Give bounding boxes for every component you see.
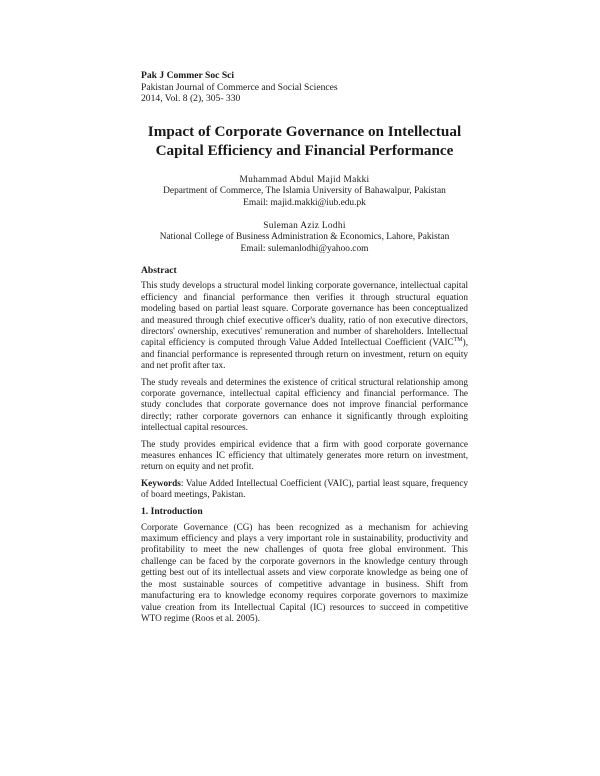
author-email[interactable]: Email: majid.makki@iub.edu.pk (243, 197, 366, 208)
author-affiliation: Department of Commerce, The Islamia University of Bahawalpur, Pakistan (163, 186, 446, 197)
abstract-paragraph-3: The study provides empirical evidence that a firm with good corporate governance measures enhances IC efficiency that ultimately generates more return on investment, return on equity and net profit. (141, 438, 468, 472)
abstract-p1-text-end: ), and financial performance is represented through return on investment, return on equity and net profit after tax. (141, 337, 468, 371)
journal-abbreviation: Pak J Commer Soc Sci (141, 70, 235, 81)
author-email[interactable]: Email: sulemanlodhi@yahoo.com (240, 243, 369, 254)
author-affiliation: National College of Business Administration & Economics, Lahore, Pakistan (159, 232, 450, 243)
abstract-paragraph-2: The study reveals and determines the existence of critical structural relationship among corporate governance, intellectual capital efficiency and financial performance. The study concludes that corporate governance does not improve financial performance directly; rather corporate governors can enhance it significantly through exploiting intellectual capital resources. (141, 376, 468, 433)
keywords (141, 478, 468, 501)
abstract-p1-text: This study develops a structural model linking corporate governance, intellectual capital efficiency and financial performance then verifies it through structural equation modeling based on partial least square. Corporate governance has been conceptualized and measured through chief executive officer's duality, ratio of non executive directors, directors' ownership, executives' remuneration and number of shareholders. Intellectual capital efficiency is computed through Value Added Intellectual Coefficient (VAIC (141, 280, 468, 348)
paper-title (141, 122, 468, 160)
keywords-text: : Value Added Intellectual Coefficient (VAIC), partial least square, frequency of board meetings, Pakistan. (141, 477, 468, 500)
journal-header (141, 70, 468, 105)
abstract-paragraph-1 (141, 280, 468, 371)
introduction-paragraph-1: Corporate Governance (CG) has been recognized as a mechanism for achieving maximum efficiency and plays a very important role in sustainability, productivity and profitability to meet the new challenges of quota free global environment. This challenge can be faced by the corporate governors in the knowledge century through getting best out of its intellectual assets and view corporate knowledge as being one of the most sustainable sources of competitive advantage in business. Shift from manufacturing era to knowledge economy requires corporate governors to maximize value creation from its Intellectual Capital (IC) resources to succeed in competitive WTO regime (Roos et al. 2005). (141, 521, 468, 623)
journal-volume-info: 2014, Vol. 8 (2), 305- 330 (141, 93, 241, 105)
author-block-2 (141, 221, 468, 256)
introduction-heading: 1. Introduction (141, 505, 203, 517)
paper-title-line-1: Impact of Corporate Governance on Intellectual (147, 122, 462, 140)
trademark-superscript: TM (453, 337, 463, 344)
author-name: Suleman Aziz Lodhi (263, 220, 346, 231)
author-name: Muhammad Abdul Majid Makki (239, 174, 370, 185)
paper-page (141, 70, 468, 629)
author-block-1 (141, 175, 468, 210)
journal-full-name: Pakistan Journal of Commerce and Social Sciences (141, 81, 338, 93)
keywords-label: Keywords (141, 477, 181, 488)
paper-title-line-2: Capital Efficiency and Financial Performance (155, 141, 454, 159)
abstract-heading: Abstract (141, 265, 177, 277)
